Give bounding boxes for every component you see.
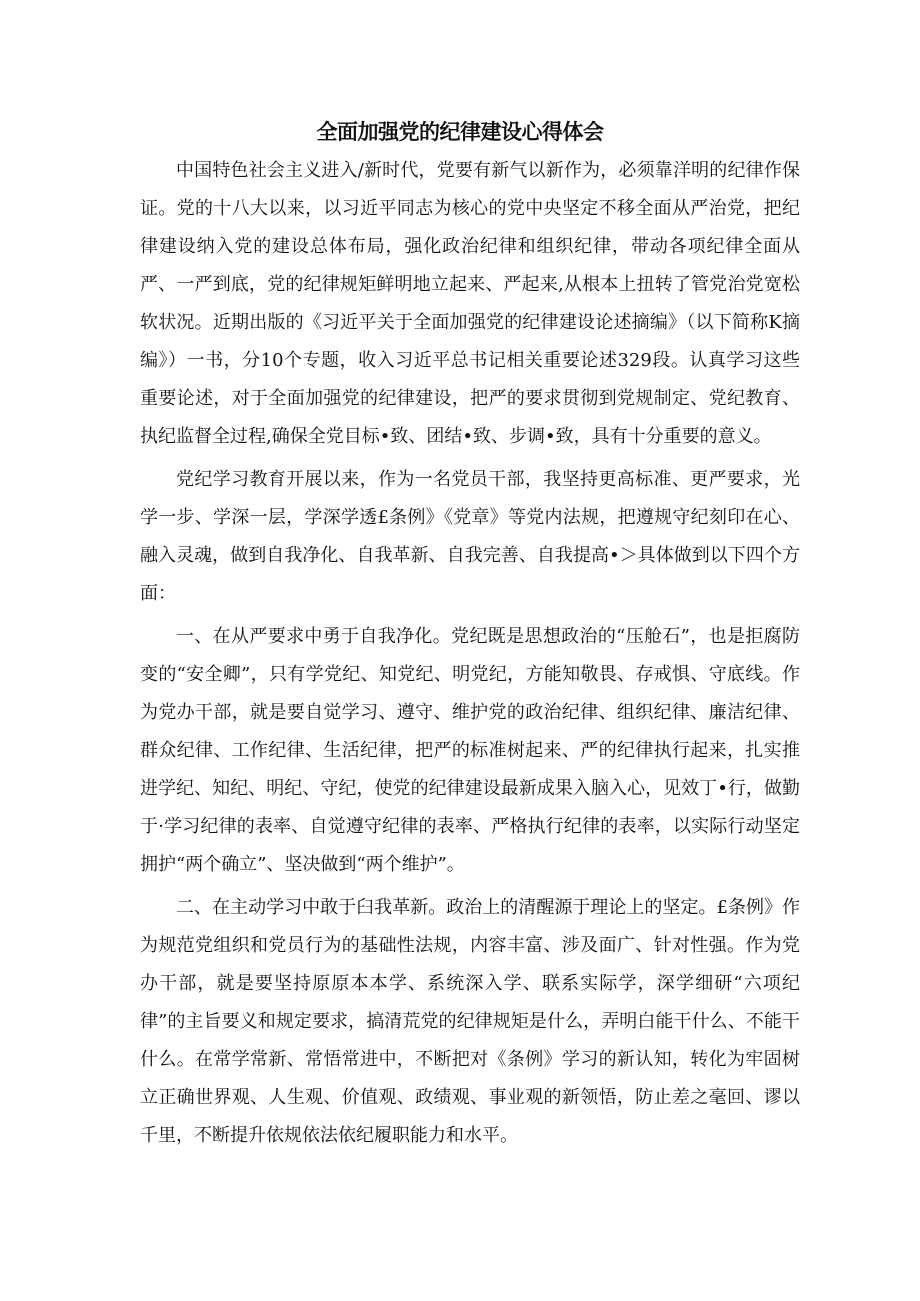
paragraph-intro: 中国特色社会主义进入/新时代，党要有新气以新作为，必须靠洋明的纪律作保证。党的十八大以来，以习近平同志为核心的党中央坚定不移全面从严治党，把纪律建设纳入党的建设总体布局，强化政治纪律和组织纪律，带动各项纪律全面从严、一严到底，党的纪律规矩鲜明地立起来、严起来,从根本上扭转了管党治党宽松软状况。近期出版的《习近平关于全面加强党的纪律建设论述摘编》（以下简称K摘编》）一书，分10个专题，收入习近平总书记相关重要论述329段。认真学习这些重要论述，对于全面加强党的纪律建设，把严的要求贯彻到党规制定、党纪教育、执纪监督全过程,确保全党目标•致、团结•致、步调•致，具有十分重要的意义。 (140, 160, 800, 447)
paragraph-point-two: 二、在主动学习中敢于臼我革新。政治上的清醒源于理论上的坚定。£条例》作为规范党组织和党员行为的基础性法规，内容丰富、涉及面广、针对性强。作为党办干部，就是要坚持原原本本学、系统深入学、联系实际学，深学细研“六项纪律”的主旨要义和规定要求，搞清荒党的纪律规矩是什么，弄明白能干什么、不能干什么。在常学常新、常悟常进中，不断把对《条例》学习的新认知，转化为牢固树立正确世界观、人生观、价值观、政绩观、事业观的新领悟，防止差之毫回、谬以千里，不断提升依规依法依纪履职能力和水平。 (140, 897, 800, 1146)
paragraph-study-education: 党纪学习教育开展以来，作为一名党员干部，我坚持更高标准、更严要求，光学一步、学深一层，学深学透£条例》《党章》等党内法规，把遵规守纪刻印在心、融入灵魂，做到自我净化、自我革新、自我完善、自我提高•＞具体做到以下四个方面： (140, 469, 800, 604)
document-title: 全面加强党的纪律建设心得体会 (316, 120, 604, 144)
document-body (140, 152, 800, 1160)
paragraph-point-one: 一、在从严要求中勇于自我净化。党纪既是思想政治的“压舱石”，也是拒腐防变的“安全卿”，只有学党纪、知党纪、明党纪，方能知敬畏、存戒惧、守底线。作为党办干部，就是要自觉学习、遵守、维护党的政治纪律、组织纪律、廉洁纪律、群众纪律、工作纪律、生活纪律，把严的标准树起来、严的纪律执行起来，扎实推进学纪、知纪、明纪、守纪，使党的纪律建设最新成果入脑入心，见效丁•行，做勤于·学习纪律的表率、自觉遵守纪律的表率、严格执行纪律的表率，以实际行动坚定拥护“两个确立”、坚决做到“两个维护”。 (140, 626, 800, 875)
